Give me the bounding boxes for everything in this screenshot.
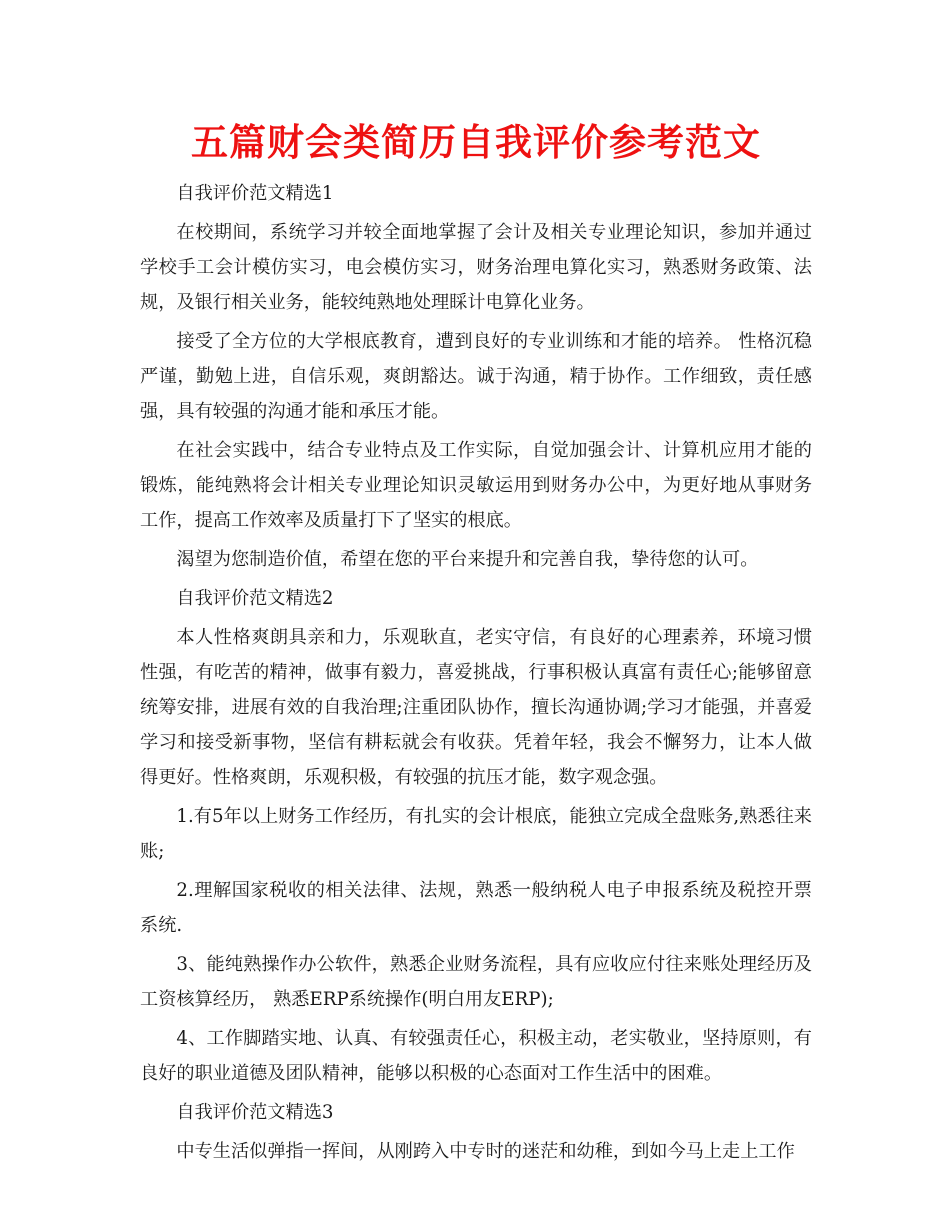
paragraph: 中专生活似弹指一挥间，从刚跨入中专时的迷茫和幼稚，到如今马上走上工作	[176, 1141, 795, 1162]
document-title: 五篇财会类简历自我评价参考范文	[191, 121, 761, 164]
section-heading: 自我评价范文精选1	[176, 183, 334, 204]
list-item: 3、能纯熟操作办公软件，熟悉企业财务流程，具有应收应付往来账处理经历及工资核算经历， 熟悉ERP系统操作(明白用友ERP);	[140, 954, 812, 1010]
section-heading: 自我评价范文精选3	[176, 1102, 334, 1123]
section-heading: 自我评价范文精选2	[176, 588, 334, 609]
paragraph: 接受了全方位的大学根底教育，遭到良好的专业训练和才能的培养。 性格沉稳严谨，勤勉上进，自信乐观，爽朗豁达。诚于沟通，精于协作。工作细致，责任感强，具有较强的沟通才能和承压才能。	[140, 331, 812, 422]
paragraph: 渴望为您制造价值，希望在您的平台来提升和完善自我，挚待您的认可。	[176, 549, 759, 570]
paragraph: 在校期间，系统学习并较全面地掌握了会计及相关专业理论知识，参加并通过学校手工会计模仿实习，电会模仿实习，财务治理电算化实习，熟悉财务政策、法规，及银行相关业务，能较纯熟地处理睬计电算化业务。	[140, 222, 812, 313]
paragraph: 在社会实践中，结合专业特点及工作实际，自觉加强会计、计算机应用才能的锻炼，能纯熟将会计相关专业理论知识灵敏运用到财务办公中，为更好地从事财务工作，提高工作效率及质量打下了坚实的根底。	[140, 440, 812, 531]
list-item: 2.理解国家税收的相关法律、法规，熟悉一般纳税人电子申报系统及税控开票系统.	[140, 880, 812, 936]
list-item: 4、工作脚踏实地、认真、有较强责任心，积极主动，老实敬业，坚持原则，有良好的职业道德及团队精神，能够以积极的心态面对工作生活中的困难。	[140, 1028, 812, 1084]
document-page	[140, 118, 812, 1173]
paragraph: 本人性格爽朗具亲和力，乐观耿直，老实守信，有良好的心理素养，环境习惯性强，有吃苦的精神，做事有毅力，喜爱挑战，行事积极认真富有责任心;能够留意统筹安排，进展有效的自我治理;注重团队协作，擅长沟通协调;学习才能强，并喜爱学习和接受新事物，坚信有耕耘就会有收获。凭着年轻，我会不懈努力，让本人做得更好。性格爽朗，乐观积极，有较强的抗压才能，数字观念强。	[140, 627, 812, 788]
document-body	[140, 176, 812, 1169]
list-item: 1.有5年以上财务工作经历，有扎实的会计根底，能独立完成全盘账务,熟悉往来账;	[140, 806, 812, 862]
